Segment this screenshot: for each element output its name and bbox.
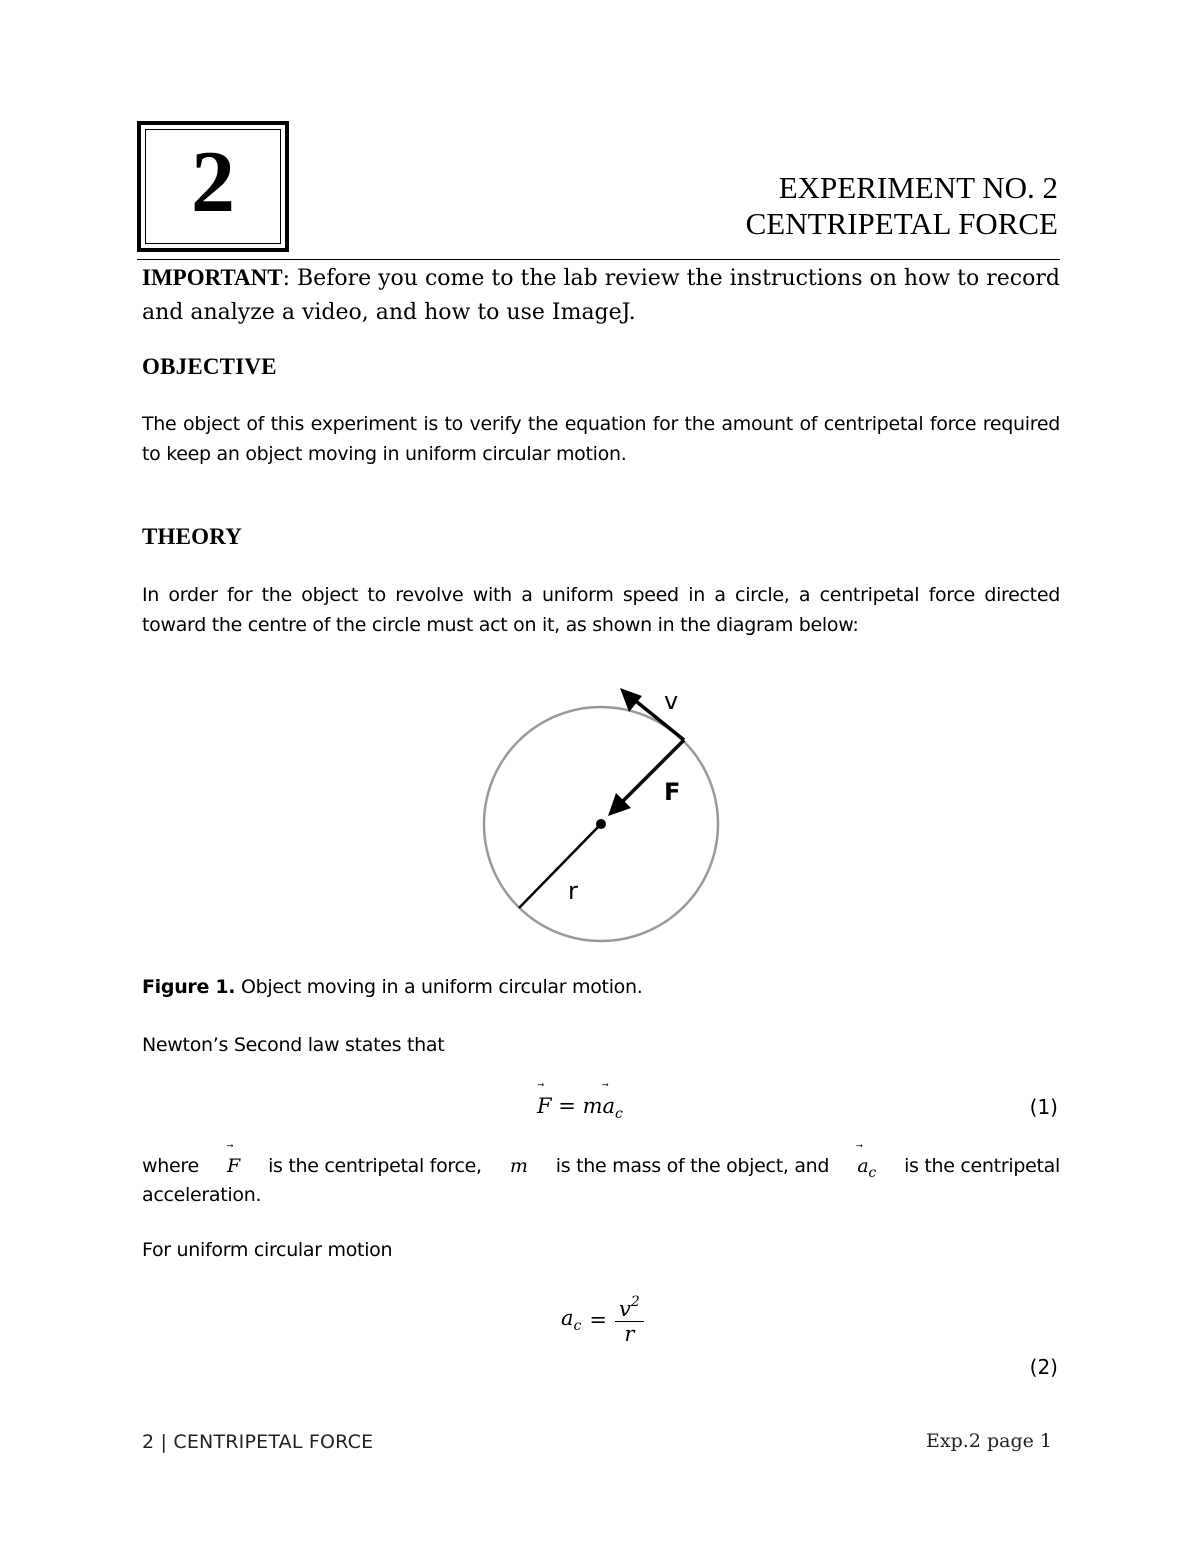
experiment-number: EXPERIMENT NO. 2 xyxy=(778,170,1058,205)
objective-text: The object of this experiment is to verify the equation for the amount of centripetal force required to keep an object moving in uniform circular motion. xyxy=(142,413,1060,465)
theory-heading: THEORY xyxy=(142,524,243,549)
header-divider xyxy=(137,259,1060,260)
chapter-number-box xyxy=(137,121,289,252)
where-mass: m xyxy=(509,1155,528,1177)
velocity-label: v xyxy=(664,687,679,715)
equation-2 xyxy=(561,1294,644,1346)
equation-2-number: (2) xyxy=(1029,1355,1058,1379)
where-line-2: acceleration. xyxy=(142,1184,262,1206)
force-label: F xyxy=(664,778,681,806)
figure-caption-label: Figure 1. xyxy=(142,976,236,998)
eq2-fraction xyxy=(615,1294,644,1346)
eq2-numerator: $v^2$ xyxy=(615,1294,644,1322)
eq1-equals: = xyxy=(558,1094,576,1118)
footer-page-label: Exp.2 page 1 xyxy=(926,1430,1052,1452)
experiment-header xyxy=(746,170,1058,242)
important-note xyxy=(142,261,1062,330)
eq1-accel-vector: a xyxy=(602,1094,616,1118)
circular-motion-diagram xyxy=(470,675,740,955)
figure-caption xyxy=(142,976,642,998)
important-text: : Before you come to the lab review the instructions on how to record and analyze a video, and how to use ImageJ. xyxy=(142,266,1060,325)
newton-statement: Newton’s Second law states that xyxy=(142,1034,445,1056)
where-force-vector: F xyxy=(227,1155,240,1177)
objective-heading: OBJECTIVE xyxy=(142,354,277,379)
eq2-denominator: r xyxy=(624,1322,635,1346)
eq2-equals: = xyxy=(589,1308,607,1332)
theory-text: In order for the object to revolve with a uniform speed in a circle, a centripetal force directed toward the centre of the circle must act on it, as shown in the diagram below: xyxy=(142,584,1060,636)
where-line: where F is the centripetal force, m is the mass of the object, and $a_c$ is the centripetal xyxy=(142,1155,1060,1181)
eq2-accel: $a_c$ xyxy=(561,1306,582,1334)
chapter-number: 2 xyxy=(191,134,235,231)
equation-1-number: (1) xyxy=(1029,1095,1058,1119)
eq1-force-vector: F xyxy=(537,1094,552,1118)
equation-1 xyxy=(537,1094,623,1122)
eq1-subscript: c xyxy=(615,1106,623,1122)
figure-caption-text: Object moving in a uniform circular motion. xyxy=(235,976,643,998)
uniform-motion-statement: For uniform circular motion xyxy=(142,1239,393,1261)
eq1-mass: m xyxy=(582,1094,603,1118)
where-accel-vector: $a_c$ xyxy=(857,1155,876,1181)
footer-chapter-label: 2 | CENTRIPETAL FORCE xyxy=(142,1431,374,1453)
radius-line xyxy=(519,824,601,908)
radius-label: r xyxy=(568,877,578,905)
important-label: IMPORTANT xyxy=(142,265,283,290)
experiment-title: CENTRIPETAL FORCE xyxy=(745,206,1058,241)
